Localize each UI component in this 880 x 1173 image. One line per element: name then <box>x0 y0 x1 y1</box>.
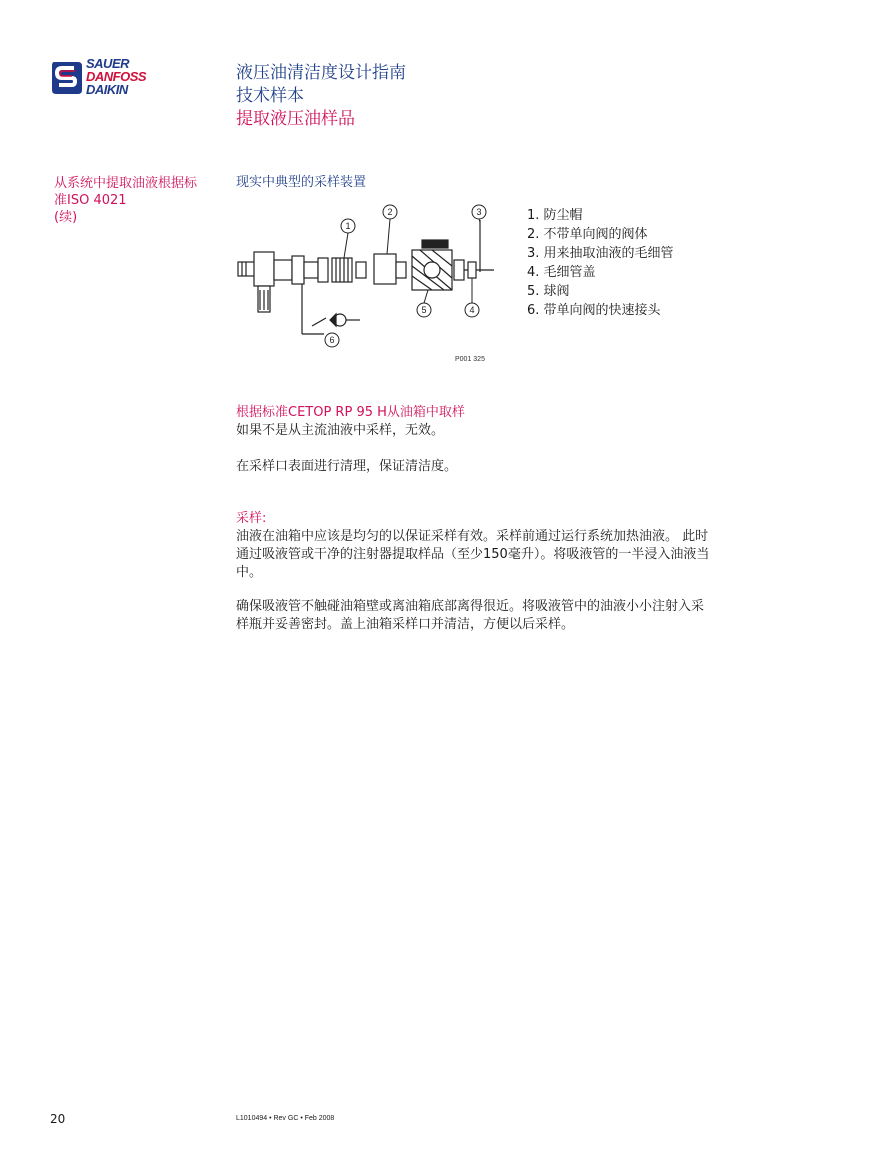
cetop-paragraph-1: 如果不是从主流油液中采样，无效。 <box>236 423 445 438</box>
callout-4: 4 <box>469 305 475 315</box>
figure-caption: 现实中典型的采样装置 <box>236 175 367 190</box>
callout-5: 5 <box>421 305 427 315</box>
side-heading-line2: 准ISO 4021 <box>54 193 127 208</box>
logo-text-danfoss: DANFOSS <box>86 69 147 84</box>
sampling-paragraph-1-line3: 中。 <box>236 565 263 580</box>
legend-item: 4. 毛细管盖 <box>527 265 596 280</box>
callout-6: 6 <box>329 335 335 345</box>
document-subtitle: 技术样本 <box>236 86 304 106</box>
callout-2: 2 <box>387 207 393 217</box>
side-heading-line1: 从系统中提取油液根据标 <box>54 176 198 191</box>
sampling-heading: 采样: <box>236 511 267 526</box>
logo-s-emblem <box>48 58 86 98</box>
side-heading-line3: (续) <box>54 210 78 225</box>
figure-legend <box>527 206 674 320</box>
cetop-paragraph-2: 在采样口表面进行清理，保证清洁度。 <box>236 459 458 474</box>
document-reference: L1010494 • Rev GC • Feb 2008 <box>236 1115 335 1122</box>
cetop-heading: 根据标准CETOP RP 95 H从油箱中取样 <box>236 405 465 420</box>
section-title: 提取液压油样品 <box>236 109 355 129</box>
legend-item: 2. 不带单向阀的阀体 <box>527 227 648 242</box>
legend-item: 3. 用来抽取油液的毛细管 <box>527 246 674 261</box>
legend-item: 5. 球阀 <box>527 284 570 299</box>
sampling-paragraph-1-line2: 通过吸液管或干净的注射器提取样品（至少150毫升）。将吸液管的一半浸入油液当 <box>236 547 710 562</box>
sampling-paragraph-2-line2: 样瓶并妥善密封。盖上油箱采样口并清洁，方便以后采样。 <box>236 617 575 632</box>
callout-1: 1 <box>345 221 351 231</box>
document-title: 液压油清洁度设计指南 <box>236 63 406 83</box>
legend-item: 6. 带单向阀的快速接头 <box>527 303 661 318</box>
legend-item: 1. 防尘帽 <box>527 208 583 223</box>
sampling-paragraph-2-line1: 确保吸液管不触碰油箱壁或离油箱底部离得很近。将吸液管中的油液小小注射入采 <box>236 599 705 614</box>
figure-code: P001 325 <box>455 356 485 363</box>
sampling-paragraph-1-line1: 油液在油箱中应该是均匀的以保证采样有效。采样前通过运行系统加热油液。 此时 <box>236 529 709 544</box>
company-logo <box>48 58 158 102</box>
logo-text-sauer: SAUER <box>86 56 130 71</box>
logo-text-daikin: DAIKIN <box>86 82 128 97</box>
callout-3: 3 <box>476 207 482 217</box>
page-number: 20 <box>50 1112 66 1126</box>
sampling-device-diagram <box>232 200 512 360</box>
